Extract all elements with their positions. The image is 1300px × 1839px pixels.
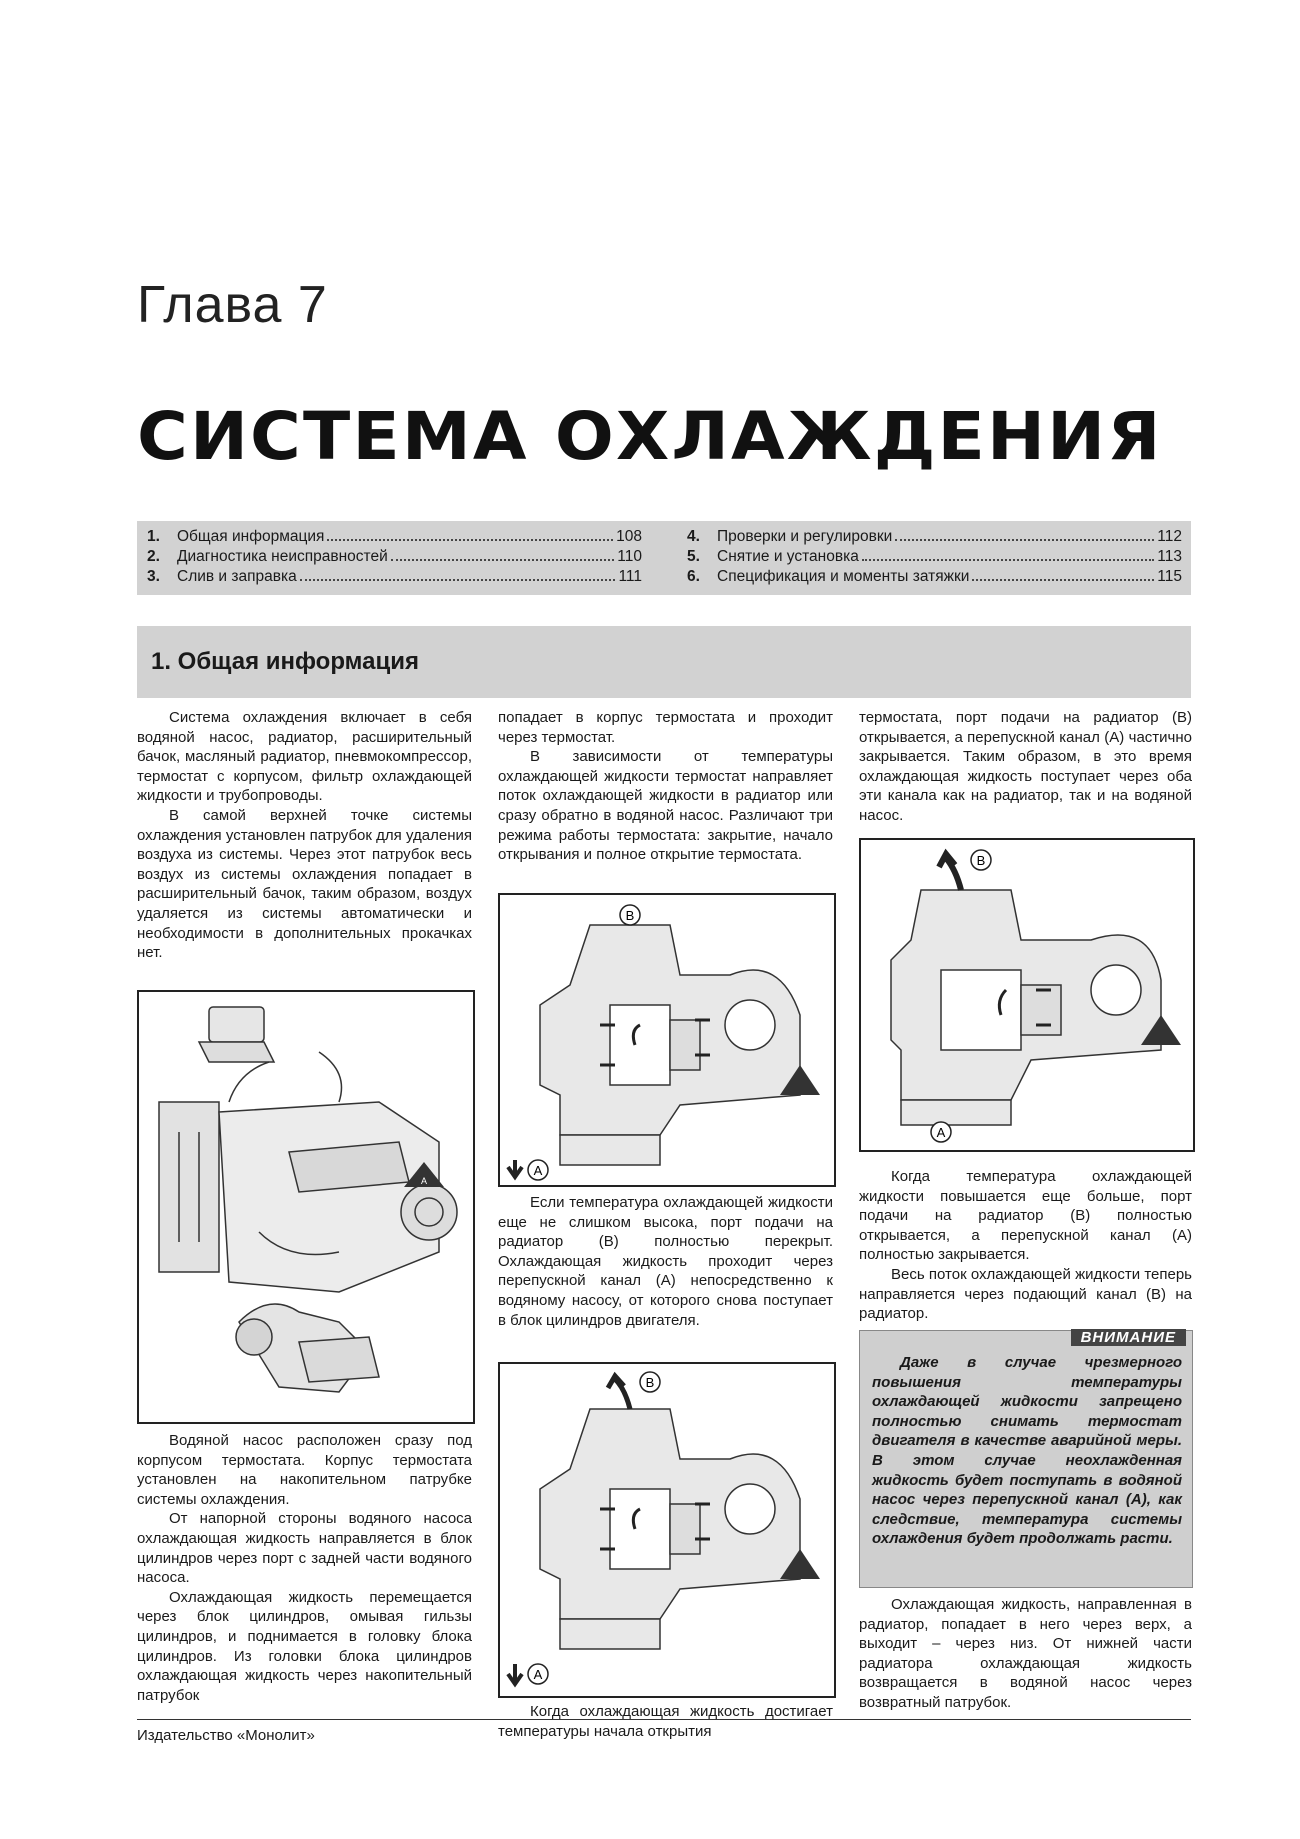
toc-num: 1. <box>147 528 160 545</box>
toc-page: 108 <box>616 528 642 545</box>
col2-mid-text <box>498 1193 833 1330</box>
label-b: B <box>976 853 986 868</box>
section-header <box>137 626 1191 698</box>
toc-label: Снятие и установка <box>717 548 859 565</box>
toc-row[interactable] <box>677 547 1182 567</box>
paragraph: В самой верхней точке системы охлаждения установлен патрубок для удаления воздуха из системы. Через этот патрубок весь воздух из системы охлаждения попадает в расширительный бачок, таким образом, воздух удаляется из системы автоматически и необходимости в дополнительных прокачках нет. <box>137 806 472 962</box>
toc-leader <box>300 579 616 581</box>
paragraph: Весь поток охлаждающей жидкости теперь направляется через подающий канал (B) на радиатор. <box>859 1265 1192 1323</box>
figure-thermostat-opening <box>498 1362 836 1698</box>
warning-text: Даже в случае чрезмерного повышения температуры охлаждающей жидкости запрещено полностью снимать термостат двигателя в качестве аварийной меры. В этом случае неохлажденная жидкость будет поступать в водяной насос через перепускной канал (A), как следствие, температура системы охлаждения будет продолжать расти. <box>872 1354 1182 1548</box>
toc-page: 112 <box>1157 528 1182 545</box>
publisher-footer: Издательство «Монолит» <box>137 1727 315 1744</box>
toc-label: Общая информация <box>177 528 325 545</box>
paragraph: Если температура охлаждающей жидкости еще не слишком высока, порт подачи на радиатор (B) полностью перекрыт. Охлаждающая жидкость проходит через перепускной канал (A) непосредственно к водяному насосу, от которого снова поступает в блок цилиндров двигателя. <box>498 1194 833 1329</box>
label-a: A <box>533 1163 543 1178</box>
toc-row[interactable] <box>137 567 642 587</box>
col1-bottom-text <box>137 1431 472 1705</box>
toc-label: Слив и заправка <box>177 568 297 585</box>
chapter-label: Глава 7 <box>137 276 328 334</box>
toc-label: Диагностика неисправностей <box>177 548 388 565</box>
toc-row[interactable] <box>677 567 1182 587</box>
paragraph: попадает в корпус термостата и проходит через термостат. <box>498 709 833 746</box>
paragraph: Охлаждающая жидкость, направленная в радиатор, попадает в него через верх, а выходит – через низ. От нижней части радиатора охлаждающая жидкость возвращается в водяной насос через возвратный патрубок. <box>859 1596 1192 1711</box>
figure-thermostat-open <box>859 838 1195 1152</box>
table-of-contents <box>137 521 1191 595</box>
thermostat-closed-diagram <box>500 895 834 1185</box>
toc-num: 3. <box>147 568 160 585</box>
toc-leader <box>391 559 615 561</box>
toc-leader <box>862 559 1154 561</box>
toc-label: Проверки и регулировки <box>717 528 893 545</box>
chapter-title: СИСТЕМА ОХЛАЖДЕНИЯ <box>137 398 1163 475</box>
toc-page: 111 <box>618 568 642 585</box>
warning-label: ВНИМАНИЕ <box>1071 1329 1186 1346</box>
toc-num: 2. <box>147 548 160 565</box>
label-b: B <box>645 1375 655 1390</box>
paragraph: Водяной насос расположен сразу под корпусом термостата. Корпус термостата установлен на накопительном патрубке системы охлаждения. <box>137 1432 472 1508</box>
paragraph: В зависимости от температуры охлаждающей жидкости термостат направляет поток охлаждающей жидкости в радиатор или сразу обратно в водяной насос. Различают три режима работы термостата: закрытие, начало открывания и полное открытие термостата. <box>498 748 833 864</box>
thermostat-opening-diagram <box>500 1364 834 1696</box>
col3-top-text <box>859 708 1192 826</box>
label-b: B <box>625 908 635 923</box>
paragraph: Когда охлаждающая жидкость достигает температуры начала открытия <box>498 1703 833 1740</box>
toc-row[interactable] <box>137 547 642 567</box>
watermark-text: A <box>420 1176 428 1186</box>
footer-rule <box>137 1719 1191 1720</box>
paragraph: Охлаждающая жидкость перемещается через блок цилиндров, омывая гильзы цилиндров, и поднимается в головку блока цилиндров. Из головки блока цилиндров охлаждающая жидкость через накопительный патрубок <box>137 1588 472 1704</box>
toc-column-left <box>137 527 642 587</box>
section-title: 1. Общая информация <box>151 648 419 675</box>
col2-bottom-text <box>498 1702 833 1741</box>
toc-row[interactable] <box>137 527 642 547</box>
warning-text-block <box>872 1353 1182 1549</box>
col2-top-text <box>498 708 833 865</box>
toc-page: 115 <box>1157 568 1182 585</box>
toc-num: 6. <box>687 568 700 585</box>
toc-leader <box>972 579 1154 581</box>
paragraph: термостата, порт подачи на радиатор (B) открывается, а перепускной канал (A) частично закрывается. Таким образом, в это время охлаждающая жидкость поступает через оба эти канала как на радиатор, так и на водяной насос. <box>859 709 1192 824</box>
toc-label: Спецификация и моменты затяжки <box>717 568 970 585</box>
toc-leader <box>895 539 1154 541</box>
label-a: A <box>533 1667 543 1682</box>
figure-engine-cooling <box>137 990 475 1424</box>
toc-num: 5. <box>687 548 700 565</box>
col3-mid-text <box>859 1167 1192 1324</box>
toc-page: 113 <box>1157 548 1182 565</box>
paragraph: От напорной стороны водяного насоса охлаждающая жидкость направляется в блок цилиндров через порт с задней части водяного насоса. <box>137 1510 472 1587</box>
toc-column-right <box>677 527 1182 587</box>
label-a: A <box>936 1125 946 1140</box>
thermostat-open-diagram <box>861 840 1193 1150</box>
paragraph: Система охлаждения включает в себя водяной насос, радиатор, расширительный бачок, масляный радиатор, пневмокомпрессор, термостат с корпусом, фильтр охлаждающей жидкости и трубопроводы. <box>137 709 472 805</box>
paragraph: Когда температура охлаждающей жидкости повышается еще больше, порт подачи на радиатор (B) полностью открывается, а перепускной канал (A) полностью закрывается. <box>859 1168 1192 1264</box>
warning-box <box>859 1330 1193 1588</box>
engine-illustration <box>139 992 473 1422</box>
toc-row[interactable] <box>677 527 1182 547</box>
figure-thermostat-closed <box>498 893 836 1187</box>
toc-page: 110 <box>617 548 642 565</box>
toc-leader <box>327 539 613 541</box>
col1-top-text <box>137 708 472 963</box>
toc-num: 4. <box>687 528 700 545</box>
col3-bottom-text <box>859 1595 1192 1713</box>
